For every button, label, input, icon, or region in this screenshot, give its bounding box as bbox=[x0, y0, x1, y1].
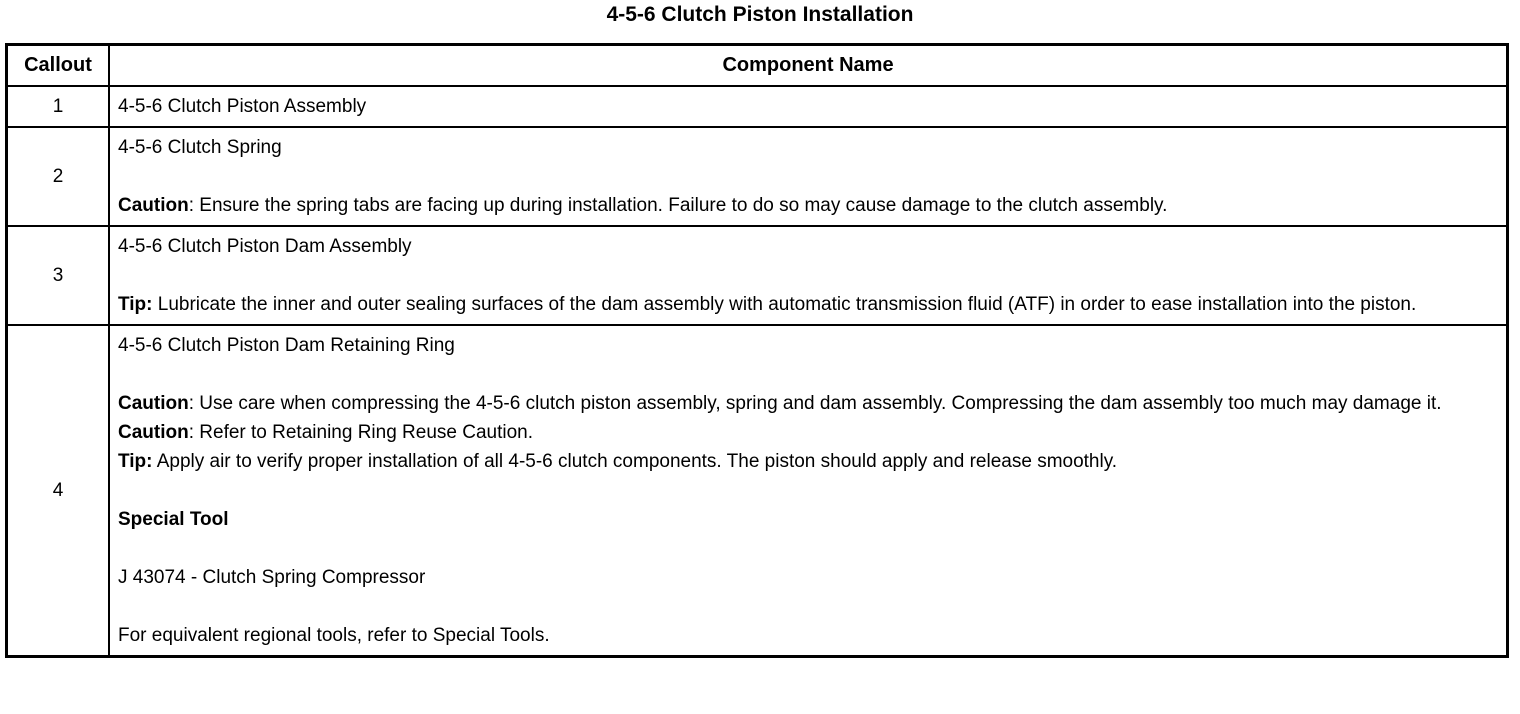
body-text: : Ensure the spring tabs are facing up during installation. Failure to do so may cause damage to the clutch assembly. bbox=[188, 195, 1168, 216]
body-text: Lubricate the inner and outer sealing surfaces of the dam assembly with automatic transmission fluid (ATF) in order to ease installation into the piston. bbox=[152, 294, 1417, 315]
body-text: : Use care when compressing the 4-5-6 clutch piston assembly, spring and dam assembly. Compressing the dam assembly too much may damage it. bbox=[188, 393, 1442, 414]
body-text: : Refer to Retaining Ring Reuse Caution. bbox=[188, 422, 534, 443]
blank-line bbox=[118, 162, 1498, 191]
emphasis-text: Special Tool bbox=[118, 509, 229, 530]
page-title: 4-5-6 Clutch Piston Installation bbox=[606, 3, 914, 26]
text-line bbox=[118, 621, 1498, 650]
emphasis-text: Tip: bbox=[118, 294, 153, 315]
table-row bbox=[7, 127, 1508, 226]
body-text: 4-5-6 Clutch Piston Dam Assembly bbox=[118, 236, 412, 257]
header-callout: Callout bbox=[7, 45, 110, 87]
blank-line bbox=[118, 476, 1498, 505]
component-description bbox=[109, 86, 1508, 127]
blank-line bbox=[118, 592, 1498, 621]
body-text: 4-5-6 Clutch Piston Assembly bbox=[118, 96, 367, 117]
blank-line bbox=[118, 261, 1498, 290]
text-line bbox=[118, 331, 1498, 360]
callout-number: 1 bbox=[7, 86, 110, 127]
emphasis-text: Caution bbox=[118, 195, 189, 216]
component-description bbox=[109, 127, 1508, 226]
emphasis-text: Caution bbox=[118, 422, 189, 443]
component-description bbox=[109, 226, 1508, 325]
blank-line bbox=[118, 534, 1498, 563]
callout-number: 4 bbox=[7, 325, 110, 657]
callout-table bbox=[5, 43, 1509, 658]
table-row bbox=[7, 325, 1508, 657]
text-line bbox=[118, 447, 1498, 476]
emphasis-text: Caution bbox=[118, 393, 189, 414]
text-line bbox=[118, 191, 1498, 220]
text-line bbox=[118, 232, 1498, 261]
emphasis-text: Tip: bbox=[118, 451, 153, 472]
header-component-name: Component Name bbox=[109, 45, 1508, 87]
text-line bbox=[118, 133, 1498, 162]
text-line bbox=[118, 389, 1498, 418]
body-text: For equivalent regional tools, refer to Special Tools. bbox=[118, 625, 550, 646]
body-text: 4-5-6 Clutch Spring bbox=[118, 137, 282, 158]
component-description bbox=[109, 325, 1508, 657]
callout-number: 2 bbox=[7, 127, 110, 226]
table-row bbox=[7, 86, 1508, 127]
text-line bbox=[118, 290, 1498, 319]
text-line bbox=[118, 92, 1498, 121]
body-text: Apply air to verify proper installation of all 4-5-6 clutch components. The piston should apply and release smoothly. bbox=[152, 451, 1118, 472]
blank-line bbox=[118, 360, 1498, 389]
table-body bbox=[7, 86, 1508, 657]
header-row bbox=[7, 45, 1508, 87]
table-header bbox=[7, 45, 1508, 87]
body-text: 4-5-6 Clutch Piston Dam Retaining Ring bbox=[118, 335, 455, 356]
body-text: J 43074 - Clutch Spring Compressor bbox=[118, 567, 426, 588]
table-row bbox=[7, 226, 1508, 325]
callout-number: 3 bbox=[7, 226, 110, 325]
text-line bbox=[118, 505, 1498, 534]
text-line bbox=[118, 563, 1498, 592]
text-line bbox=[118, 418, 1498, 447]
